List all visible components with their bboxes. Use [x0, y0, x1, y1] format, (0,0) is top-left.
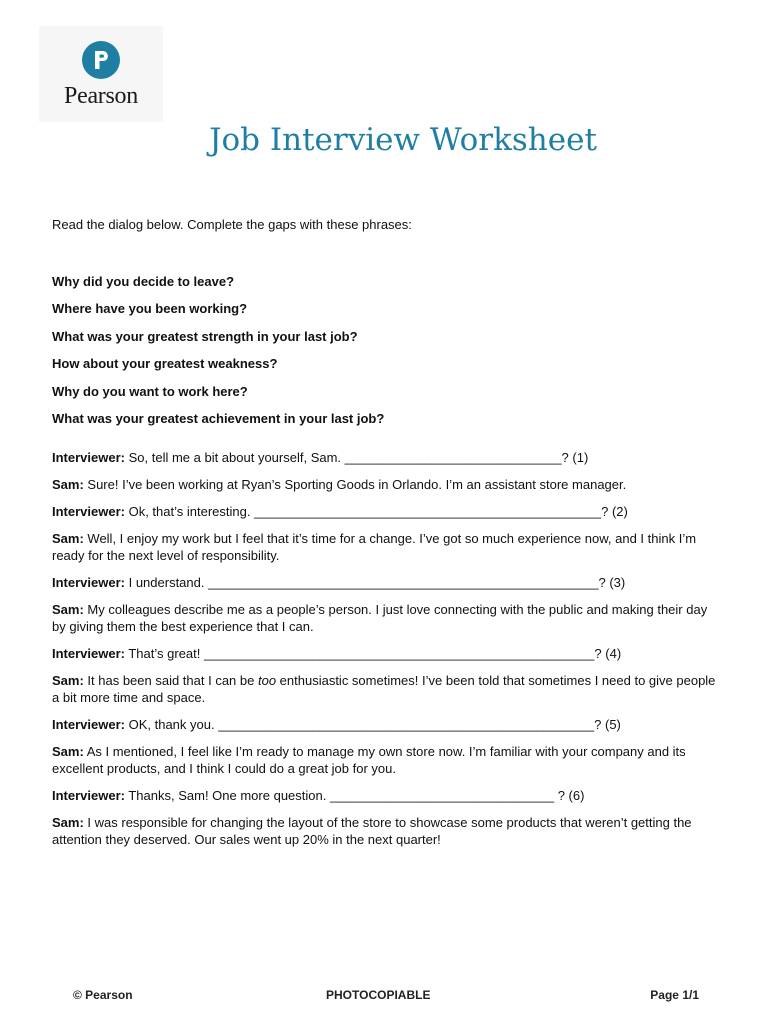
dialog-text: Thanks, Sam! One more question. _______________________________ ? (6) — [124, 787, 585, 803]
phrase-list — [52, 273, 724, 427]
dialog-emphasis: too — [257, 672, 277, 688]
dialog-text: Sure! I’ve been working at Ryan’s Sporting Goods in Orlando. I’m an assistant store manager. — [83, 476, 627, 492]
dialog-text: That’s great! ______________________________________________________? (4) — [124, 645, 622, 661]
dialog — [52, 449, 724, 848]
pearson-p-icon — [81, 40, 121, 80]
dialog-line — [52, 787, 724, 804]
speaker-label: Sam: — [52, 476, 84, 492]
speaker-label: Interviewer: — [52, 645, 125, 661]
dialog-text: As I mentioned, I feel like I’m ready to manage my own store now. I’m familiar with your company and its excellent products, and I think I could do a great job for you. — [52, 743, 686, 776]
dialog-text: Ok, that’s interesting. ________________________________________________? (2) — [124, 503, 628, 519]
dialog-line — [52, 645, 724, 662]
dialog-line — [52, 743, 724, 777]
dialog-line — [52, 814, 724, 848]
phrase-item: Why did you decide to leave? — [52, 274, 235, 289]
speaker-label: Interviewer: — [52, 574, 125, 590]
speaker-label: Sam: — [52, 814, 84, 830]
dialog-text: My colleagues describe me as a people’s person. I just love connecting with the public and making their day by giving them the best experience that I can. — [52, 601, 708, 634]
instructions-text: Read the dialog below. Complete the gaps with these phrases: — [52, 217, 412, 232]
phrase-item: Where have you been working? — [52, 301, 248, 317]
page-footer — [0, 988, 768, 1005]
dialog-text: I understand. ______________________________________________________? (3) — [124, 574, 626, 590]
speaker-label: Sam: — [52, 672, 84, 688]
phrase-item: How about your greatest weakness? — [52, 356, 278, 372]
footer-page-number: Page 1/1 — [650, 988, 699, 1002]
speaker-label: Sam: — [52, 743, 84, 759]
speaker-label: Sam: — [52, 530, 84, 546]
pearson-logo — [39, 26, 163, 122]
dialog-line — [52, 574, 724, 591]
speaker-label: Interviewer: — [52, 716, 125, 732]
page-title: Job Interview Worksheet — [209, 122, 597, 158]
dialog-text: enthusiastic sometimes! I’ve been told that sometimes I need to give people a bit more time and space. — [52, 672, 716, 705]
dialog-text: Well, I enjoy my work but I feel that it’s time for a change. I’ve got so much experience now, and I think I’m ready for the next level of responsibility. — [52, 530, 697, 563]
phrase-item: What was your greatest achievement in your last job? — [52, 410, 385, 426]
dialog-text: OK, thank you. ____________________________________________________? (5) — [124, 716, 621, 732]
logo-wordmark: Pearson — [64, 83, 138, 109]
dialog-line — [52, 476, 724, 493]
dialog-text: So, tell me a bit about yourself, Sam. ______________________________? (1) — [124, 449, 589, 465]
footer-photocopiable: PHOTOCOPIABLE — [326, 988, 431, 1002]
speaker-label: Sam: — [52, 601, 84, 617]
dialog-line — [52, 716, 724, 733]
dialog-line — [52, 449, 724, 466]
speaker-label: Interviewer: — [52, 787, 125, 803]
phrase-item: Why do you want to work here? — [52, 383, 248, 399]
speaker-label: Interviewer: — [52, 449, 125, 465]
footer-copyright: © Pearson — [73, 988, 133, 1002]
dialog-line — [52, 503, 724, 520]
dialog-line — [52, 530, 724, 564]
worksheet-body — [52, 216, 724, 858]
dialog-line — [52, 672, 724, 706]
dialog-line — [52, 601, 724, 635]
dialog-text: It has been said that I can be — [83, 672, 258, 688]
speaker-label: Interviewer: — [52, 503, 125, 519]
dialog-text: I was responsible for changing the layout of the store to showcase some products that weren’t getting the attention they deserved. Our sales went up 20% in the next quarter! — [52, 814, 692, 847]
phrase-item: What was your greatest strength in your last job? — [52, 328, 358, 344]
